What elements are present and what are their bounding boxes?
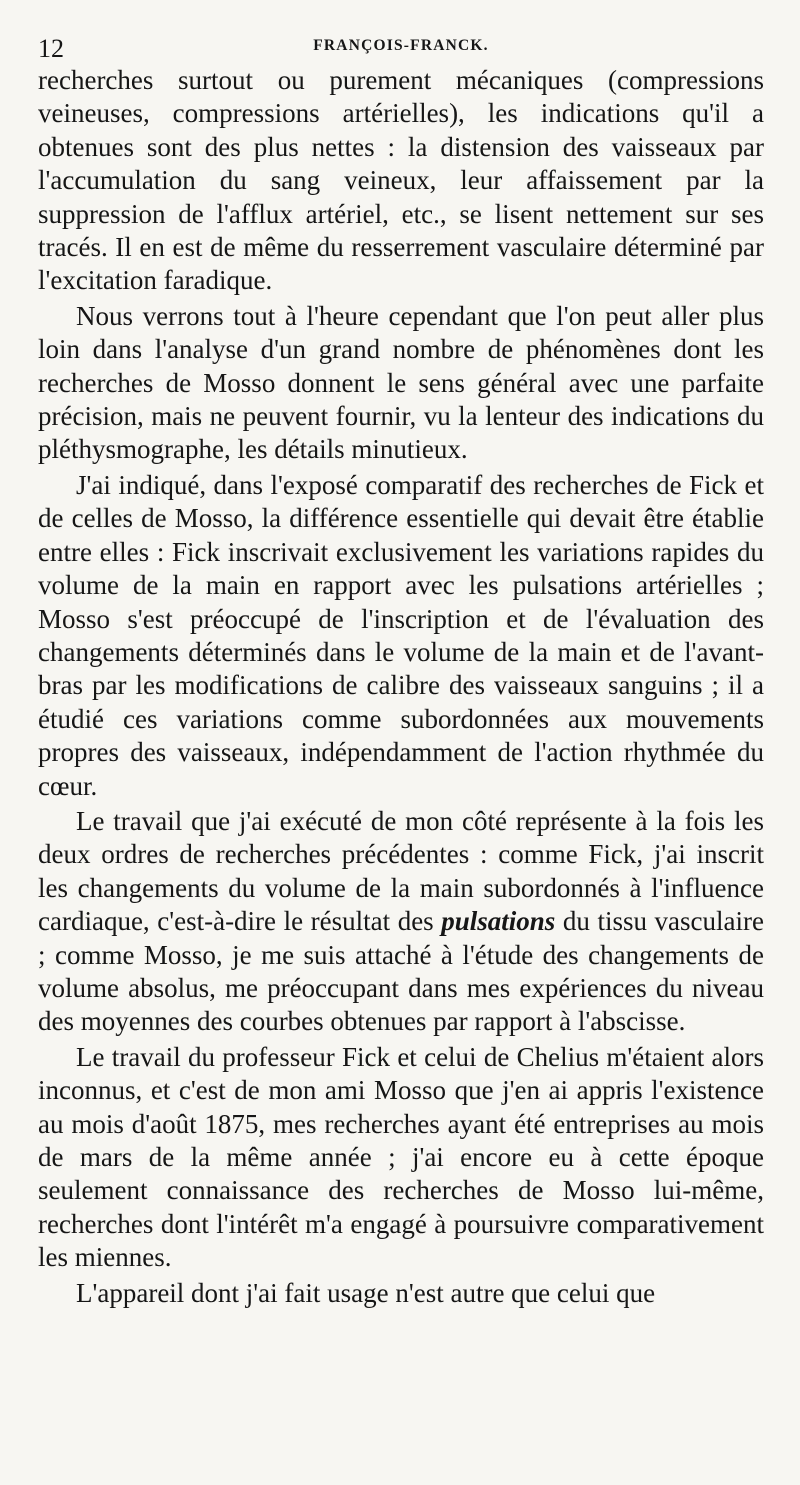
page-number: 12 xyxy=(38,34,64,63)
paragraph-1: recherches surtout ou purement mécaniques (compressions veineuses, compressions artérielles), les indications qu'il a obtenues sont des plus nettes : la distension des vaisseaux par l'accumulation du sang veineux, leur affaissement par la suppression de l'afflux artériel, etc., se lisent nettement sur ses tracés. Il en est de même du resserrement vasculaire déterminé par l'excitation faradique. xyxy=(38,65,764,296)
paragraph-6: L'appareil dont j'ai fait usage n'est autre que celui que xyxy=(76,1277,656,1308)
emphasis-pulsations: pulsations xyxy=(441,906,556,937)
paragraph-4 xyxy=(38,805,764,1039)
running-head xyxy=(38,28,764,64)
paragraph-3: J'ai indiqué, dans l'exposé comparatif des recherches de Fick et de celles de Mosso, la différence essentielle qui devait être établie entre elles : Fick inscrivait exclusivement les variations rapides du volume de la main en rapport avec les pulsations artérielles ; Mosso s'est préoccupé de l'inscription et de l'évaluation des changements déterminés dans le volume de la main et de l'avant-bras par les modifications de calibre des vaisseaux sanguins ; il a étudié ces variations comme subordonnées aux mouvements propres des vaisseaux, indépendamment de l'action rhythmée du cœur. xyxy=(38,469,764,801)
running-title: FRANÇOIS-FRANCK. xyxy=(313,37,489,54)
body-text xyxy=(38,64,764,1310)
paragraph-4-text-after: du tissu vasculaire ; comme Mosso, je me suis attaché à l'étude des changements de volume absolus, me préoccupant dans mes expériences du niveau des moyennes des courbes obtenues par rapport à l'abscisse. xyxy=(38,906,764,1037)
paragraph-5: Le travail du professeur Fick et celui de Chelius m'étaient alors inconnus, et c'est de mon ami Mosso que j'en ai appris l'existence au mois d'août 1875, mes recherches ayant été entreprises au mois de mars de la même année ; j'ai encore eu à cette époque seulement connaissance des recherches de Mosso lui-même, recherches dont l'intérêt m'a engagé à poursuivre comparativement les miennes. xyxy=(38,1041,764,1273)
paragraph-4-text-before: Le travail que j'ai exécuté de mon côté représente à la fois les deux ordres de recherches précédentes : comme Fick, j'ai inscrit les changements du volume de la main subordonnés à l'influence cardiaque, c'est-à-dire le résultat des xyxy=(38,805,764,937)
paragraph-2: Nous verrons tout à l'heure cependant que l'on peut aller plus loin dans l'analyse d'un grand nombre de phénomènes dont les recherches de Mosso donnent le sens général avec une parfaite précision, mais ne peuvent fournir, vu la lenteur des indications du pléthysmographe, les détails minutieux. xyxy=(38,300,764,465)
